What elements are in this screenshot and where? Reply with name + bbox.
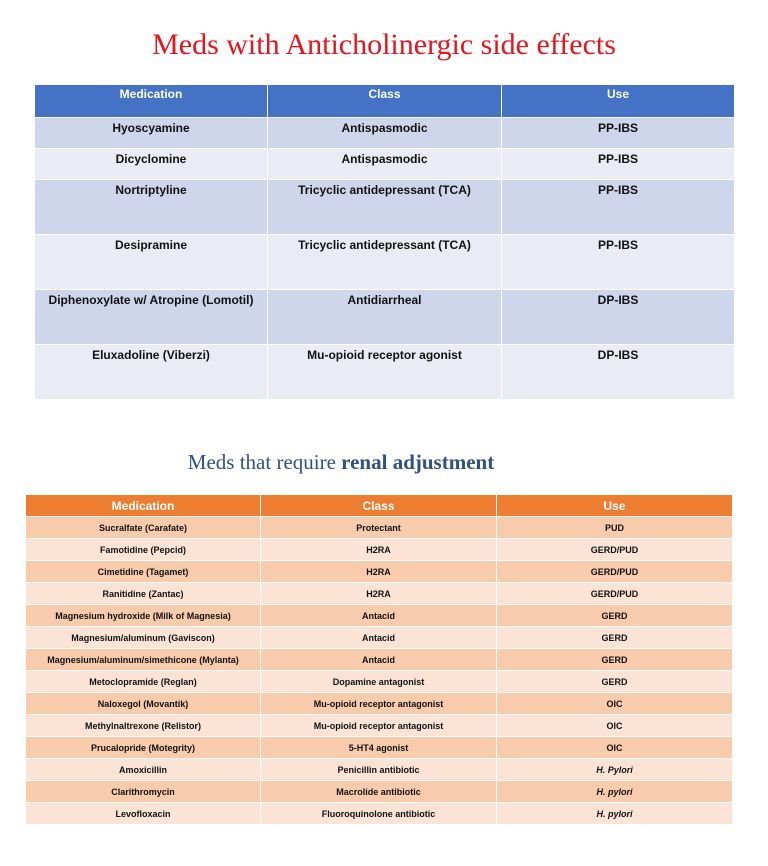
table-row <box>35 290 735 345</box>
header-use: Use <box>497 495 733 517</box>
title-renal-part2: renal adjustment <box>341 450 495 474</box>
cell-use: OIC <box>497 737 733 759</box>
header-medication: Medication <box>26 495 261 517</box>
title-renal-part1: Meds that require <box>187 450 342 474</box>
cell-use: GERD <box>497 605 733 627</box>
table-row <box>26 561 733 583</box>
cell-use: PUD <box>497 517 733 539</box>
cell-medication: Dicyclomine <box>35 149 268 180</box>
table-row <box>26 693 733 715</box>
anticholinergic-table <box>34 84 735 400</box>
title-renal-adjustment <box>0 450 682 475</box>
cell-class: Protectant <box>261 517 497 539</box>
cell-class: Mu-opioid receptor agonist <box>268 345 502 400</box>
cell-class: Mu-opioid receptor antagonist <box>261 715 497 737</box>
table-row <box>26 781 733 803</box>
table-row <box>35 149 735 180</box>
cell-use: GERD/PUD <box>497 561 733 583</box>
cell-class: Dopamine antagonist <box>261 671 497 693</box>
table-row <box>26 649 733 671</box>
cell-medication: Levofloxacin <box>26 803 261 825</box>
cell-class: Penicillin antibiotic <box>261 759 497 781</box>
cell-use: PP-IBS <box>502 235 735 290</box>
table-row <box>26 627 733 649</box>
cell-class: H2RA <box>261 583 497 605</box>
cell-medication: Nortriptyline <box>35 180 268 235</box>
cell-medication: Desipramine <box>35 235 268 290</box>
cell-medication: Methylnaltrexone (Relistor) <box>26 715 261 737</box>
table-row <box>26 759 733 781</box>
cell-class: Antacid <box>261 627 497 649</box>
cell-class: H2RA <box>261 561 497 583</box>
cell-use: GERD <box>497 671 733 693</box>
cell-medication: Naloxegol (Movantik) <box>26 693 261 715</box>
cell-medication: Diphenoxylate w/ Atropine (Lomotil) <box>35 290 268 345</box>
renal-adjustment-table <box>25 494 733 825</box>
cell-class: Antispasmodic <box>268 149 502 180</box>
cell-use: GERD/PUD <box>497 583 733 605</box>
cell-medication: Ranitidine (Zantac) <box>26 583 261 605</box>
cell-use: PP-IBS <box>502 149 735 180</box>
table-row <box>26 605 733 627</box>
table-row <box>26 737 733 759</box>
table-header-row <box>35 85 735 118</box>
table-row <box>26 803 733 825</box>
cell-use: OIC <box>497 715 733 737</box>
header-class: Class <box>268 85 502 118</box>
cell-use: DP-IBS <box>502 290 735 345</box>
cell-medication: Clarithromycin <box>26 781 261 803</box>
cell-medication: Metoclopramide (Reglan) <box>26 671 261 693</box>
cell-medication: Cimetidine (Tagamet) <box>26 561 261 583</box>
header-medication: Medication <box>35 85 268 118</box>
table-row <box>35 345 735 400</box>
title-anticholinergic: Meds with Anticholinergic side effects <box>152 28 616 61</box>
cell-class: Antacid <box>261 605 497 627</box>
cell-class: Mu-opioid receptor antagonist <box>261 693 497 715</box>
cell-class: 5-HT4 agonist <box>261 737 497 759</box>
cell-medication: Sucralfate (Carafate) <box>26 517 261 539</box>
cell-class: H2RA <box>261 539 497 561</box>
cell-class: Antidiarrheal <box>268 290 502 345</box>
cell-class: Macrolide antibiotic <box>261 781 497 803</box>
cell-medication: Prucalopride (Motegrity) <box>26 737 261 759</box>
table-header-row <box>26 495 733 517</box>
cell-use: PP-IBS <box>502 180 735 235</box>
table-row <box>26 583 733 605</box>
header-use: Use <box>502 85 735 118</box>
table-row <box>26 517 733 539</box>
cell-class: Antispasmodic <box>268 118 502 149</box>
cell-use: OIC <box>497 693 733 715</box>
cell-use: GERD/PUD <box>497 539 733 561</box>
cell-medication: Magnesium hydroxide (Milk of Magnesia) <box>26 605 261 627</box>
cell-use: DP-IBS <box>502 345 735 400</box>
cell-medication: Magnesium/aluminum/simethicone (Mylanta) <box>26 649 261 671</box>
cell-medication: Hyoscyamine <box>35 118 268 149</box>
cell-use: H. pylori <box>497 803 733 825</box>
cell-class: Fluoroquinolone antibiotic <box>261 803 497 825</box>
table-row <box>26 715 733 737</box>
cell-medication: Amoxicillin <box>26 759 261 781</box>
cell-use: GERD <box>497 627 733 649</box>
cell-class: Tricyclic antidepressant (TCA) <box>268 180 502 235</box>
cell-use: H. pylori <box>497 781 733 803</box>
table-row <box>35 180 735 235</box>
header-class: Class <box>261 495 497 517</box>
cell-use: PP-IBS <box>502 118 735 149</box>
cell-medication: Magnesium/aluminum (Gaviscon) <box>26 627 261 649</box>
cell-use: H. Pylori <box>497 759 733 781</box>
cell-class: Tricyclic antidepressant (TCA) <box>268 235 502 290</box>
table-row <box>35 118 735 149</box>
table-row <box>35 235 735 290</box>
cell-medication: Famotidine (Pepcid) <box>26 539 261 561</box>
cell-class: Antacid <box>261 649 497 671</box>
cell-use: GERD <box>497 649 733 671</box>
table-row <box>26 671 733 693</box>
cell-medication: Eluxadoline (Viberzi) <box>35 345 268 400</box>
table-row <box>26 539 733 561</box>
